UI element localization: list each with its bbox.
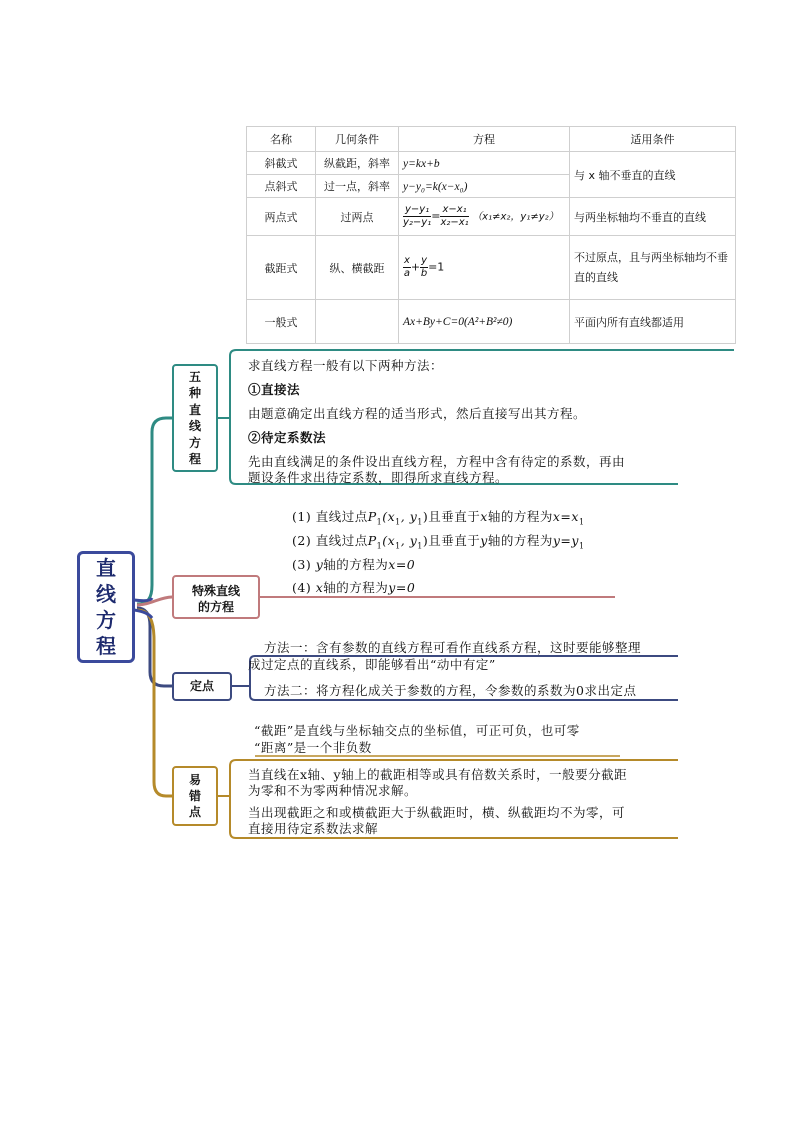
item-sub: 1	[395, 541, 401, 551]
item-coord-x: (x	[382, 509, 396, 524]
five-line-2: 由题意确定出直线方程的适当形式，然后直接写出其方程。	[248, 406, 587, 421]
branch-five-node	[172, 364, 218, 472]
item-coord-x: (x	[382, 533, 396, 548]
fraction-denominator: x₂−x₁	[440, 217, 469, 228]
connector-error	[137, 610, 172, 796]
fraction-numerator: x−x₁	[442, 204, 467, 215]
row-condition: 纵、横截距	[316, 236, 399, 300]
row-name: 两点式	[247, 198, 316, 236]
equation-text: y−y₀=k(x−x₀)	[403, 180, 468, 193]
row-applicable: 与 x 轴不垂直的直线	[570, 152, 736, 198]
fraction-denominator: a	[403, 268, 411, 279]
five-line-3: ②待定系数法	[248, 430, 327, 445]
special-item-1	[292, 507, 585, 527]
branch-fixed-node	[172, 672, 232, 701]
equation-condition: （x₁≠x₂，y₁≠y₂）	[472, 211, 559, 223]
error-note-2: “距离”是一个非负数	[254, 740, 372, 755]
row-equation: $\frac{x}{a}$ + $\frac{y}{b}$ =1	[399, 236, 570, 300]
special-item-2	[292, 531, 585, 551]
error-note-1: “截距”是直线与坐标轴交点的坐标值，可正可负，也可零	[254, 723, 580, 738]
item-sub: 1	[417, 541, 423, 551]
row-equation: $\frac{\text{y−y₁}}{\text{y₂−y₁}}$ = $\frac{\text{x−x₁}}{\text{x₂−x₁}}$ （x₁≠x₂，y₁≠y₂）	[399, 198, 570, 236]
branch-special-node	[172, 575, 260, 619]
header-condition: 几何条件	[316, 127, 399, 152]
fixed-method2: 方法二：将方程化成关于参数的方程，令参数的系数为0求出定点	[264, 683, 637, 698]
item-pre: 直线过点	[315, 509, 368, 524]
special-item-3	[292, 555, 415, 573]
item-sub: 1	[578, 517, 585, 527]
error-p2-line1: 当出现截距之和或横截距大于纵截距时，横、纵截距均不为零，可	[248, 805, 626, 820]
item-sub: 1	[376, 517, 383, 527]
equation-text: Ax+By+C=0(A²+B²≠0)	[403, 316, 513, 328]
item-result: x=0	[388, 557, 416, 572]
branch-five-label: 五种直线方程	[188, 369, 201, 466]
row-name: 截距式	[247, 236, 316, 300]
item-sub: 1	[376, 541, 383, 551]
item-coord-close: )	[422, 533, 429, 548]
fraction-denominator: b	[420, 268, 428, 279]
fraction-numerator: x	[404, 255, 410, 266]
row-name: 一般式	[247, 300, 316, 344]
row-condition: 过一点，斜率	[316, 175, 399, 198]
fixed-method1-line2: 成过定点的直线系，即能够看出“动中有定”	[248, 657, 496, 672]
error-p1-line2: 为零和不为零两种情况求解。	[248, 783, 418, 798]
fraction-denominator: y₂−y₁	[403, 217, 432, 228]
item-axis: y	[315, 557, 324, 572]
header-applicable: 适用条件	[570, 127, 736, 152]
five-line-0: 求直线方程一般有以下两种方法：	[248, 358, 444, 373]
root-label: 直线方程	[96, 556, 116, 658]
item-post: 轴的方程为	[487, 509, 553, 524]
row-name: 点斜式	[247, 175, 316, 198]
item-coord-y: , y	[400, 509, 418, 524]
item-num: (2)	[292, 533, 312, 548]
fixed-method1-line1: 方法一：含有参数的直线方程可看作直线系方程，这时要能够整理	[264, 640, 642, 655]
row-name: 斜截式	[247, 152, 316, 175]
five-line-5: 题设条件求出待定系数，即得所求直线方程。	[248, 470, 509, 485]
equation-tail: =1	[428, 260, 445, 274]
item-result: x=x	[552, 509, 579, 524]
item-mid: 且垂直于	[428, 533, 481, 548]
row-applicable: 平面内所有直线都适用	[570, 300, 736, 344]
branch-error-node	[172, 766, 218, 826]
item-num: (3)	[292, 557, 312, 572]
item-axis: x	[315, 580, 324, 595]
item-post: 轴的方程为	[323, 557, 389, 572]
item-post: 轴的方程为	[323, 580, 389, 595]
root-node	[77, 551, 135, 663]
item-result: y=y	[552, 533, 579, 548]
item-axis: y	[480, 533, 488, 548]
five-line-1: ①直接法	[248, 382, 301, 397]
item-mid: 且垂直于	[428, 509, 481, 524]
header-equation: 方程	[399, 127, 570, 152]
item-num: (4)	[292, 580, 312, 595]
item-num: (1)	[292, 509, 312, 524]
fraction-numerator: y	[421, 255, 428, 266]
branch-fixed-label: 定点	[189, 679, 214, 693]
equation-text: y=kx+b	[403, 157, 440, 170]
row-applicable: 不过原点，且与两坐标轴均不垂直的直线	[570, 236, 736, 300]
item-sub: 1	[417, 517, 423, 527]
special-item-4	[292, 578, 415, 596]
item-axis: x	[480, 509, 488, 524]
error-p2-line2: 直接用待定系数法求解	[248, 821, 379, 836]
item-pre: 直线过点	[315, 533, 368, 548]
branch-special-label-1: 特殊直线	[191, 584, 240, 598]
row-condition: 纵截距，斜率	[316, 152, 399, 175]
row-applicable: 与两坐标轴均不垂直的直线	[570, 198, 736, 236]
row-condition: 过两点	[316, 198, 399, 236]
item-post: 轴的方程为	[487, 533, 553, 548]
item-coord-y: , y	[400, 533, 418, 548]
item-point: P	[367, 533, 377, 548]
error-p1-line1: 当直线在x轴、y轴上的截距相等或具有倍数关系时，一般要分截距	[248, 767, 628, 782]
item-sub: 1	[395, 517, 401, 527]
branch-special-label-2: 的方程	[197, 600, 234, 614]
item-coord-close: )	[422, 509, 429, 524]
connector-five	[137, 418, 172, 604]
item-sub: 1	[578, 541, 585, 551]
fraction-numerator: y−y₁	[405, 204, 430, 215]
five-line-4: 先由直线满足的条件设出直线方程，方程中含有待定的系数，再由	[248, 454, 626, 469]
header-name: 名称	[247, 127, 316, 152]
item-result: y=0	[388, 580, 416, 595]
branch-error-label: 易错点	[188, 773, 201, 819]
item-point: P	[367, 509, 377, 524]
